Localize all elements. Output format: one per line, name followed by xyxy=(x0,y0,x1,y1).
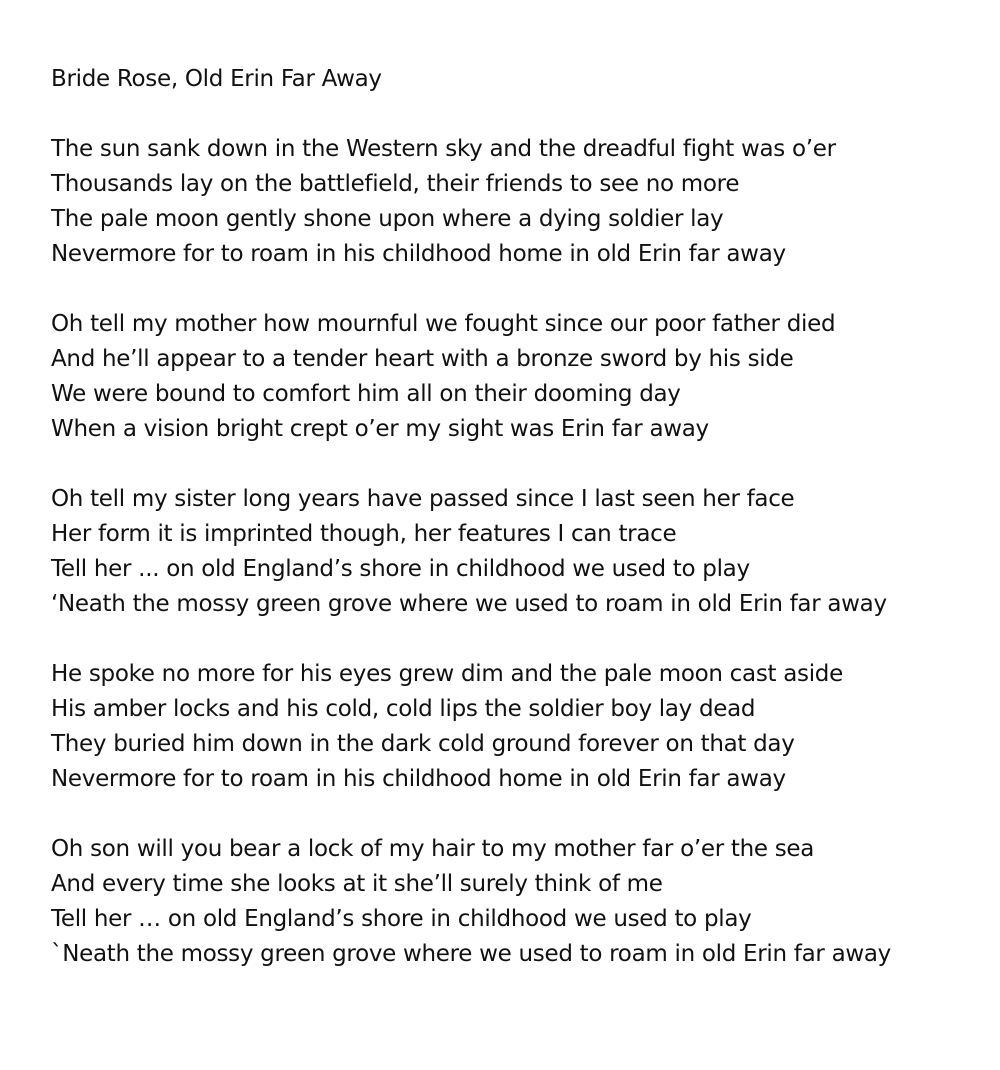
lyric-line: ‘Neath the mossy green grove where we used to roam in old Erin far away xyxy=(51,591,887,617)
lyric-line: Thousands lay on the battlefield, their friends to see no more xyxy=(51,171,740,197)
stanza-1 xyxy=(51,132,971,272)
lyric-line: And every time she looks at it she’ll surely think of me xyxy=(51,871,663,897)
lyric-line: The sun sank down in the Western sky and the dreadful fight was o’er xyxy=(51,136,836,162)
lyric-line: Oh tell my sister long years have passed since I last seen her face xyxy=(51,486,795,512)
lyric-line: Nevermore for to roam in his childhood home in old Erin far away xyxy=(51,241,786,267)
lyric-line: Oh tell my mother how mournful we fought since our poor father died xyxy=(51,311,836,337)
lyric-line: Tell her ... on old England’s shore in childhood we used to play xyxy=(51,556,750,582)
lyric-line: When a vision bright crept o’er my sight was Erin far away xyxy=(51,416,709,442)
stanza-3 xyxy=(51,482,971,622)
lyric-line: Tell her … on old England’s shore in childhood we used to play xyxy=(51,906,752,932)
stanza-5 xyxy=(51,832,971,972)
lyric-line: He spoke no more for his eyes grew dim and the pale moon cast aside xyxy=(51,661,843,687)
lyric-line: We were bound to comfort him all on their dooming day xyxy=(51,381,681,407)
stanza-2 xyxy=(51,307,971,447)
lyric-line: His amber locks and his cold, cold lips the soldier boy lay dead xyxy=(51,696,756,722)
lyric-line: They buried him down in the dark cold ground forever on that day xyxy=(51,731,795,757)
stanza-4 xyxy=(51,657,971,797)
lyric-line: And he’ll appear to a tender heart with a bronze sword by his side xyxy=(51,346,794,372)
lyric-line: The pale moon gently shone upon where a dying soldier lay xyxy=(51,206,724,232)
lyric-line: Oh son will you bear a lock of my hair to my mother far o’er the sea xyxy=(51,836,815,862)
lyric-line: Nevermore for to roam in his childhood home in old Erin far away xyxy=(51,766,786,792)
lyrics-document xyxy=(51,62,971,972)
lyric-line: `Neath the mossy green grove where we used to roam in old Erin far away xyxy=(51,941,891,967)
lyric-line: Her form it is imprinted though, her features I can trace xyxy=(51,521,677,547)
song-title: Bride Rose, Old Erin Far Away xyxy=(51,66,382,92)
